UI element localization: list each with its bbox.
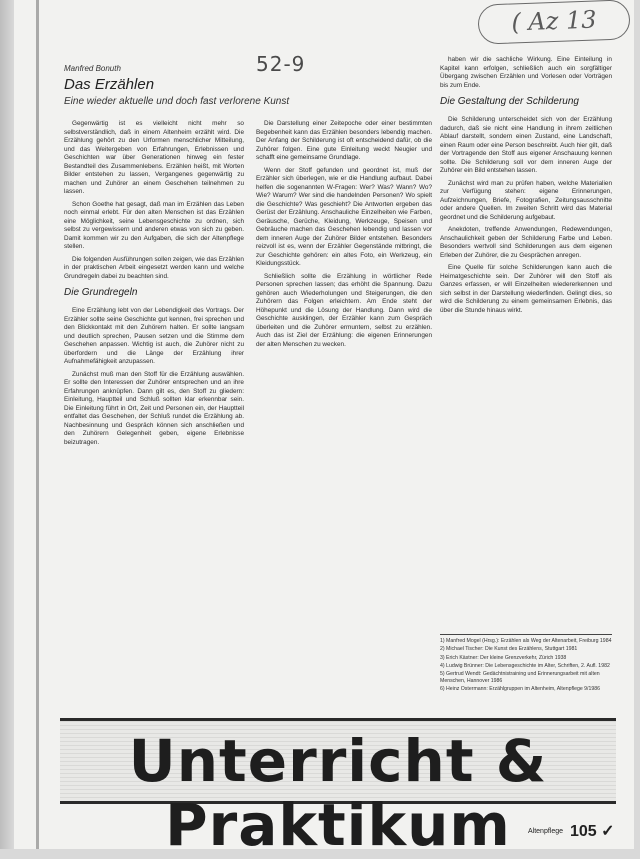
paragraph: Eine Erzählung lebt von der Lebendigkeit des Vortrags. Der Erzähler sollte seine Geschichte gut kennen, frei sprechen und den Blickkontakt mit den Zuhörern halten. Er sollte langsam und deutlich sprechen, Pausen setzen und die Stimme dem Geschehen anpassen. Wichtig ist auch, die Zuhörer nicht zu überfordern und die Länge der Erzählung ihrer Aufnahmefähigkeit anzupassen. <box>64 307 244 365</box>
paragraph: Eine Quelle für solche Schilderungen kann auch die Heimatgeschichte sein. Der Zuhörer will den Stoff als Ganzes erfassen, er will Einzelheiten wiedererkennen und sich selbst in der Darstellung wiederfinden. Gelingt dies, so wird die Schilderung zu einem gemeinsamen Erlebnis, das über die Stunde hinaus wirkt. <box>440 264 612 314</box>
handwritten-note: 52-9 <box>256 52 306 76</box>
paragraph: Anekdoten, treffende Anwendungen, Redewendungen, Anschaulichkeit geben der Schilderung Farbe und Leben. Besonders wertvoll sind Schilderungen aus dem eigenen Erleben der Zuhörer, die zu Gesprächen anregen. <box>440 226 612 259</box>
paragraph: haben wir die sachliche Wirkung. Eine Einteilung in Kapitel kann erfolgen, schließlich auch ein sorgfältiger Übergang zwischen Erzählen und Vorlesen oder Vorträgen bis zum Ende. <box>440 56 612 89</box>
article-author: Manfred Bonuth <box>64 64 121 73</box>
paragraph: Schließlich sollte die Erzählung in wörtlicher Rede Personen sprechen lassen; das erhöht die Spannung. Dazu gehören auch Wiederholungen und Steigerungen, die den Zuhörern das Folgen erleichtern. Am Ende steht der Höhepunkt und die Lösung der Handlung. Dann wird die Geschichte ausklingen, der Erzähler kann zum Gespräch überleiten und die Zuhörer ermuntern, selbst zu erzählen. Auch das ist Ziel der Erzählung: die eigenen Erinnerungen der alten Menschen zu wecken. <box>256 272 432 348</box>
footnote: 5) Gertrud Wendt: Gedächtnistraining und Erinnerungsarbeit mit alten Menschen, Hannover 1986 <box>440 671 600 684</box>
article-title: Das Erzählen <box>64 76 155 93</box>
paragraph: Die Darstellung einer Zeitepoche oder einer bestimmten Begebenheit kann das Erzählen besonders lebendig machen. Der Anfang der Schilderung ist oft entscheidend dafür, ob die Zuhörer folgen. Eine gute Einleitung weckt Neugier und schafft eine gemeinsame Grundlage. <box>256 120 432 161</box>
page-number: 105 ✓ <box>570 823 615 840</box>
footnotes <box>440 634 612 720</box>
paragraph: Zunächst muß man den Stoff für die Erzählung auswählen. Er sollte den Interessen der Zuhörer entsprechen und an ihre Erfahrungen anknüpfen. Dann gilt es, den Stoff zu gliedern: Einleitung, Hauptteil und Schluß sollten klar erkennbar sein. Die Einleitung führt in Ort, Zeit und Personen ein, der Hauptteil entfaltet das Geschehen, der Schluß rundet die Erzählung ab. Nachbesinnung und Gespräch können sich anschließen und den Zuhörern Gelegenheit geben, eigene Erlebnisse beizutragen. <box>64 370 244 446</box>
section-heading: Die Gestaltung der Schilderung <box>440 96 579 107</box>
section-heading: Die Grundregeln <box>64 287 138 298</box>
paragraph: Schon Goethe hat gesagt, daß man im Erzählen das Leben noch einmal erlebt. Für den alten Menschen ist das Erzählen eine Möglichkeit, seine Lebensgeschichte zu ordnen, sich selbst zu vergewissern und anderen etwas von sich zu geben. Damit kommen wir zu den Aufgaben, die sich der Altenpflege stellen. <box>64 200 244 250</box>
footnote: 3) Erich Kästner: Der kleine Grenzverkehr, Zürich 1938 <box>440 654 567 661</box>
footnote: 4) Ludwig Brünner: Die Lebensgeschichte im Alter, Schriften, 2. Aufl. 1982 <box>440 662 610 669</box>
text-column-right <box>440 56 612 616</box>
archive-stamp: ( Az 13 <box>477 0 630 45</box>
footnote: 1) Manfred Mogel (Hrsg.): Erzählen als Weg der Altenarbeit, Freiburg 1984 <box>440 638 612 644</box>
paragraph: Die folgenden Ausführungen sollen zeigen, wie das Erzählen in der praktischen Arbeit eingesetzt werden kann und welche Grundregeln dabei zu beachten sind. <box>64 255 244 280</box>
paragraph: Die Schilderung unterscheidet sich von der Erzählung dadurch, daß sie nicht eine Handlung in ihrem zeitlichen Ablauf darstellt, sondern einen Zustand, eine Landschaft, einen Raum oder eine Person beschreibt. Auch hier gilt, daß der Vortragende den Stoff aus eigener Anschauung kennen sollte. Die Schilderung soll vor dem inneren Auge der Zuhörer ein Bild entstehen lassen. <box>440 116 612 174</box>
article-subtitle: Eine wieder aktuelle und doch fast verlorene Kunst <box>64 96 290 107</box>
paragraph: Gegenwärtig ist es vielleicht nicht mehr so selbstverständlich, daß in einem Altenheim erzählt wird. Die Erzählung gehört zu den Urformen menschlicher Mitteilung, und das Weitergeben von Erfahrungen, Erlebnissen und Geschichten war über Generationen hinweg ein fester Bestandteil des Zusammenlebens. Erzählen heißt, mit Worten Bilder entstehen zu lassen, Vergangenes gegenwärtig zu machen und Zuhörer an einem Geschehen teilnehmen zu lassen. <box>64 120 244 195</box>
footnote: 6) Heinz Ostermann: Erzählgruppen im Altenheim, Altenpflege 9/1986 <box>440 686 601 693</box>
banner-title: Unterricht & Praktikum <box>128 727 548 859</box>
scan-edge-line <box>36 0 39 849</box>
paragraph: Wenn der Stoff gefunden und geordnet ist, muß der Erzähler sich überlegen, wie er die Handlung aufbaut. Dabei helfen die sogenannten W-Fragen: Wer? Was? Wann? Wo? Wie? Warum? Wer sind die handelnden Personen? Wo spielt die Geschichte? Was geschieht? Die Antworten ergeben das Gerüst der Erzählung. Anschauliche Einzelheiten wie Farben, Geräusche, Gerüche, Kleidung, Werkzeuge, Speisen und Gebräuche machen das Geschehen lebendig und lassen vor dem inneren Auge der Zuhörer Bilder entstehen. Besonders reizvoll ist es, wenn der Erzähler Gegenstände mitbringt, die zur Geschichte gehören: ein altes Foto, ein Werkzeug, ein Kleidungsstück. <box>256 166 432 267</box>
paragraph: Zunächst wird man zu prüfen haben, welche Materialien zur Verfügung stehen: eigene Erinnerungen, Aufzeichnungen, Briefe, Fotografien, Zeitungsausschnitte oder andere Quellen. Im zweiten Schritt wird das Material geordnet und die Schilderung aufgebaut. <box>440 179 612 221</box>
journal-name: Altenpflege <box>528 828 564 835</box>
scan-shadow <box>0 0 14 849</box>
footnote: 2) Michael Tischer: Die Kunst des Erzählens, Stuttgart 1981 <box>440 646 578 653</box>
